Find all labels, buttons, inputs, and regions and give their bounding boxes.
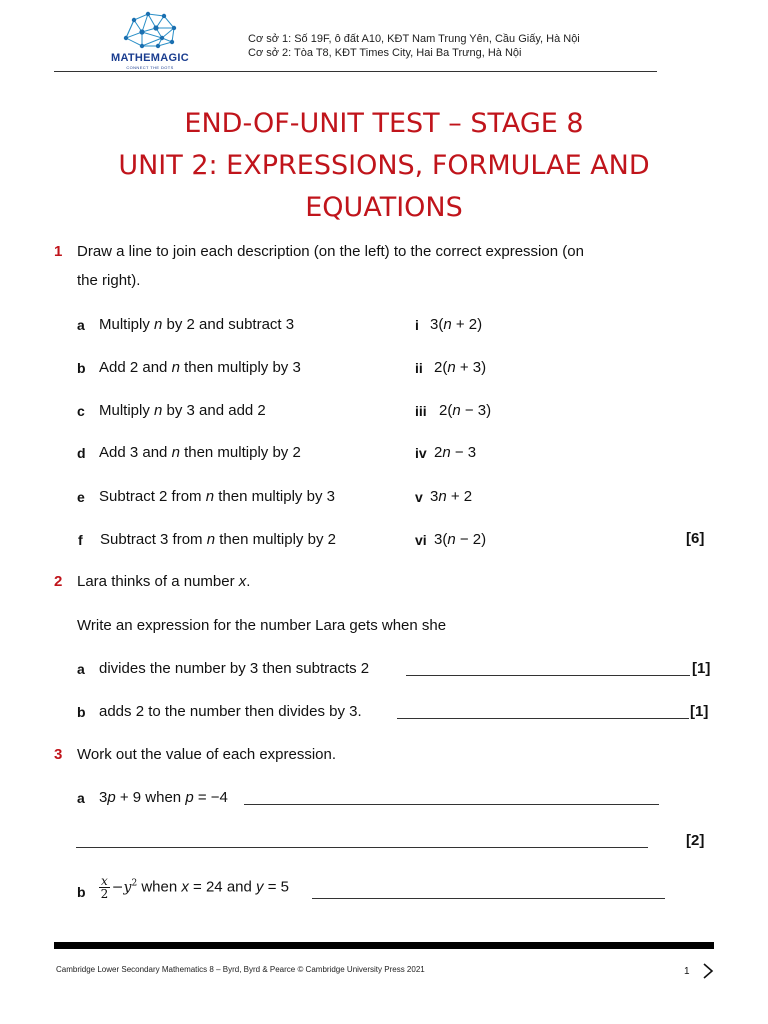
q1-desc-label: f (78, 532, 83, 548)
q1-expr-label: v (415, 489, 423, 505)
footer-bar (54, 942, 714, 949)
q3a-answer-line-1[interactable] (244, 804, 659, 805)
q1-expr-label: i (415, 317, 419, 333)
title-line-1: END-OF-UNIT TEST – STAGE 8 (184, 108, 584, 139)
q2-number: 2 (54, 573, 63, 590)
q3a-mark: [2] (686, 832, 705, 849)
q1-expression[interactable]: 2n − 3 (434, 444, 477, 461)
page-number: 1 (684, 966, 690, 977)
q2a-answer-line[interactable] (406, 675, 690, 676)
q1-desc-label: b (77, 360, 86, 376)
q2a-mark: [1] (692, 660, 711, 677)
header-rule (54, 71, 657, 72)
q1-description[interactable]: Subtract 3 from n then multiply by 2 (100, 531, 336, 548)
q1-text-line-2: the right). (77, 272, 141, 289)
q3b-text: $\frac{x}{2}$ $-y^2$ when x = 24 and y = 5 (100, 874, 289, 901)
q3-text: Work out the value of each expression. (77, 746, 337, 763)
network-globe-icon (118, 8, 182, 50)
q1-expression[interactable]: 3(n − 2) (434, 531, 487, 548)
q1-number: 1 (54, 243, 63, 260)
q1-desc-label: e (77, 489, 85, 505)
q1-desc-label: d (77, 445, 86, 461)
q3b-answer-line[interactable] (312, 898, 665, 899)
q1-expression[interactable]: 3n + 2 (430, 488, 473, 505)
q3a-label: a (77, 790, 85, 806)
title-line-2: UNIT 2: EXPRESSIONS, FORMULAE AND (118, 150, 650, 181)
q1-description[interactable]: Add 2 and n then multiply by 3 (99, 359, 301, 376)
q1-expression[interactable]: 3(n + 2) (430, 316, 483, 333)
q1-expr-label: iii (415, 403, 427, 419)
q1-description[interactable]: Multiply n by 2 and subtract 3 (99, 316, 295, 333)
q1-expr-label: ii (415, 360, 423, 376)
address-line-1: Cơ sở 1: Số 19F, ô đất A10, KĐT Nam Trung Yên, Cầu Giấy, Hà Nội (248, 33, 580, 45)
q2b-mark: [1] (690, 703, 709, 720)
q1-mark: [6] (686, 530, 705, 547)
q2-text-line-1: Lara thinks of a number x. (77, 573, 251, 590)
q3b-label: b (77, 884, 86, 900)
q2a-text: divides the number by 3 then subtracts 2 (99, 660, 370, 677)
q2b-answer-line[interactable] (397, 718, 689, 719)
q2b-text: adds 2 to the number then divides by 3. (99, 703, 362, 720)
q1-text-line-1: Draw a line to join each description (on the left) to the correct expression (on (77, 243, 584, 260)
q1-desc-label: c (77, 403, 85, 419)
q3a-answer-line-2[interactable] (76, 847, 648, 848)
mathemagic-logo (102, 8, 198, 70)
q1-expression[interactable]: 2(n + 3) (434, 359, 487, 376)
logo-tagline: CONNECT THE DOTS (126, 65, 174, 70)
title-line-3: EQUATIONS (305, 192, 463, 223)
q2b-label: b (77, 704, 86, 720)
footer-copyright: Cambridge Lower Secondary Mathematics 8 – Byrd, Byrd & Pearce © Cambridge University Press 2021 (56, 965, 425, 974)
logo-name: MATHEMAGIC (111, 52, 189, 64)
q1-description[interactable]: Multiply n by 3 and add 2 (99, 402, 266, 419)
chevron-right-icon[interactable] (702, 962, 714, 980)
q1-desc-label: a (77, 317, 85, 333)
q1-expr-label: iv (415, 445, 427, 461)
q1-description[interactable]: Subtract 2 from n then multiply by 3 (99, 488, 335, 505)
fraction-x-over-2: $\frac{x}{2}$ (100, 874, 109, 901)
q2a-label: a (77, 661, 85, 677)
q3a-text: 3p + 9 when p = −4 (99, 789, 228, 806)
q1-expression[interactable]: 2(n − 3) (439, 402, 492, 419)
q1-expr-label: vi (415, 532, 427, 548)
address-line-2: Cơ sở 2: Tòa T8, KĐT Times City, Hai Ba Trưng, Hà Nội (248, 47, 522, 59)
q1-description[interactable]: Add 3 and n then multiply by 2 (99, 444, 301, 461)
q2-text-line-2: Write an expression for the number Lara gets when she (77, 617, 447, 634)
q3-number: 3 (54, 746, 63, 763)
